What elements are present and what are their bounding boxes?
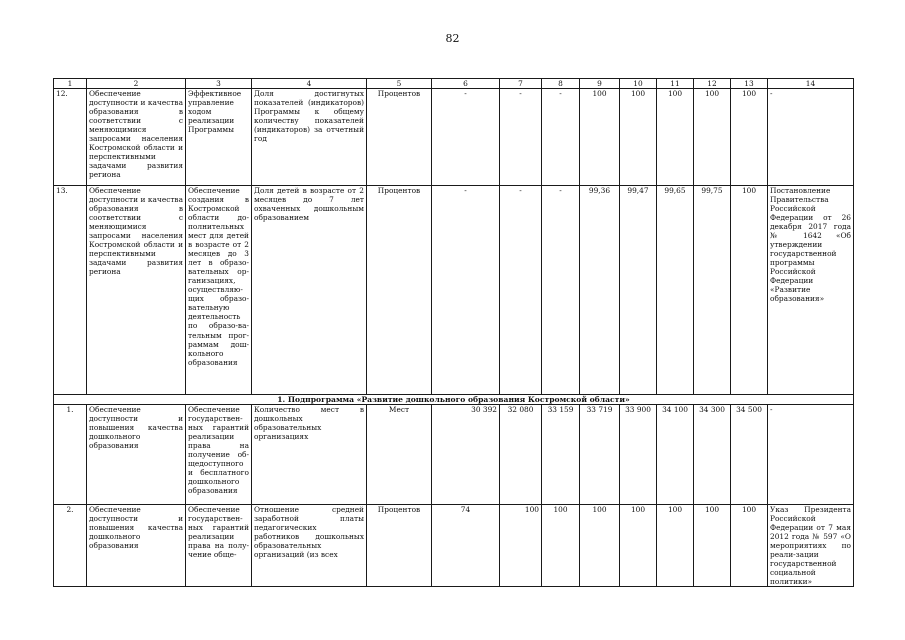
value-cell: 100: [731, 89, 768, 186]
column-header: 1: [54, 79, 87, 89]
row-number: 1.: [54, 405, 87, 505]
value-cell: 99,75: [694, 186, 731, 395]
value-cell: 100: [657, 89, 694, 186]
value-cell: 100: [657, 505, 694, 587]
column-header: 11: [657, 79, 694, 89]
column-header: 14: [768, 79, 854, 89]
note-cell: Указ Президента Российской Федерации от 7 мая 2012 года № 597 «О мероприятиях по реали-зации государственной социальной политики»: [768, 505, 854, 587]
value-cell: -: [432, 89, 500, 186]
value-cell: 100: [580, 505, 620, 587]
table-row: [54, 186, 854, 395]
goal-cell: Обеспечение доступности и качества образования в соответствии с меняющимися запросами населения Костромской области и перспективными задачами развития региона: [87, 89, 186, 186]
task-cell: Обеспечение государствен-ных гарантий реализации права на полу-чение обще-: [186, 505, 252, 587]
column-header: 8: [542, 79, 580, 89]
value-cell: 100: [694, 505, 731, 587]
value-cell: 34 100: [657, 405, 694, 505]
value-cell: 100: [580, 89, 620, 186]
value-cell: 33 900: [620, 405, 657, 505]
value-cell: 30 392: [432, 405, 500, 505]
unit-cell: Мест: [367, 405, 432, 505]
unit-cell: Процентов: [367, 89, 432, 186]
column-header: 13: [731, 79, 768, 89]
value-cell: 100: [731, 505, 768, 587]
column-header: 10: [620, 79, 657, 89]
column-header: 7: [500, 79, 542, 89]
value-cell: 100: [620, 89, 657, 186]
value-cell: -: [542, 89, 580, 186]
column-header: 5: [367, 79, 432, 89]
table-header-row: [54, 79, 854, 89]
row-number: 2.: [54, 505, 87, 587]
column-header: 9: [580, 79, 620, 89]
task-cell: Обеспечение создания в Костромской области до-полнительных мест для детей в возрасте от 2 месяцев до 3 лет в образо-вательных ор-ганизациях, осуществляю-щих образо-вательную деятельность по образо-ва-тельным прог-раммам дош-кольного образования: [186, 186, 252, 395]
column-header: 4: [252, 79, 367, 89]
unit-cell: Процентов: [367, 505, 432, 587]
value-cell: 33 719: [580, 405, 620, 505]
unit-cell: Процентов: [367, 186, 432, 395]
column-header: 12: [694, 79, 731, 89]
indicator-cell: Доля детей в возрасте от 2 месяцев до 7 лет охваченных дошкольным образованием: [252, 186, 367, 395]
column-header: 3: [186, 79, 252, 89]
value-cell: 100: [500, 505, 542, 587]
page-number: 82: [445, 32, 460, 45]
section-title: 1. Подпрограмма «Развитие дошкольного образования Костромской области»: [54, 395, 854, 405]
value-cell: 100: [694, 89, 731, 186]
goal-cell: Обеспечение доступности и качества образования в соответствии с меняющимися запросами населения Костромской области и перспективными задачами развития региона: [87, 186, 186, 395]
value-cell: -: [500, 89, 542, 186]
indicator-cell: Количество мест в дошкольных образовательных организациях: [252, 405, 367, 505]
section-header-row: [54, 395, 854, 405]
value-cell: 99,65: [657, 186, 694, 395]
row-number: 13.: [54, 186, 87, 395]
goal-cell: Обеспечение доступности и повышения качества дошкольного образования: [87, 405, 186, 505]
value-cell: 100: [620, 505, 657, 587]
value-cell: 74: [432, 505, 500, 587]
column-header: 2: [87, 79, 186, 89]
value-cell: 99,47: [620, 186, 657, 395]
value-cell: 100: [731, 186, 768, 395]
value-cell: -: [542, 186, 580, 395]
note-cell: -: [768, 89, 854, 186]
table-row: [54, 505, 854, 587]
indicators-table: [53, 78, 854, 587]
value-cell: 34 500: [731, 405, 768, 505]
value-cell: 99,36: [580, 186, 620, 395]
value-cell: -: [432, 186, 500, 395]
note-cell: -: [768, 405, 854, 505]
value-cell: 100: [542, 505, 580, 587]
table-row: [54, 405, 854, 505]
column-header: 6: [432, 79, 500, 89]
goal-cell: Обеспечение доступности и повышения качества дошкольного образования: [87, 505, 186, 587]
value-cell: 33 159: [542, 405, 580, 505]
task-cell: Обеспечение государствен-ных гарантий реализации права на получение об-щедоступного и бесплатного дошкольного образования: [186, 405, 252, 505]
value-cell: -: [500, 186, 542, 395]
indicator-cell: Доля достигнутых показателей (индикаторов) Программы к общему количеству показателей (индикаторов) за отчетный год: [252, 89, 367, 186]
note-cell: Постановление Правительства Российской Федерации от 26 декабря 2017 года № 1642 «Об утверждении государственной программы Российской Федерации «Развитие образования»: [768, 186, 854, 395]
task-cell: Эффективное управление ходом реализации Программы: [186, 89, 252, 186]
value-cell: 32 080: [500, 405, 542, 505]
table-row: [54, 89, 854, 186]
row-number: 12.: [54, 89, 87, 186]
indicator-cell: Отношение средней заработной платы педагогических работников дошкольных образовательных организаций (из всех: [252, 505, 367, 587]
value-cell: 34 300: [694, 405, 731, 505]
